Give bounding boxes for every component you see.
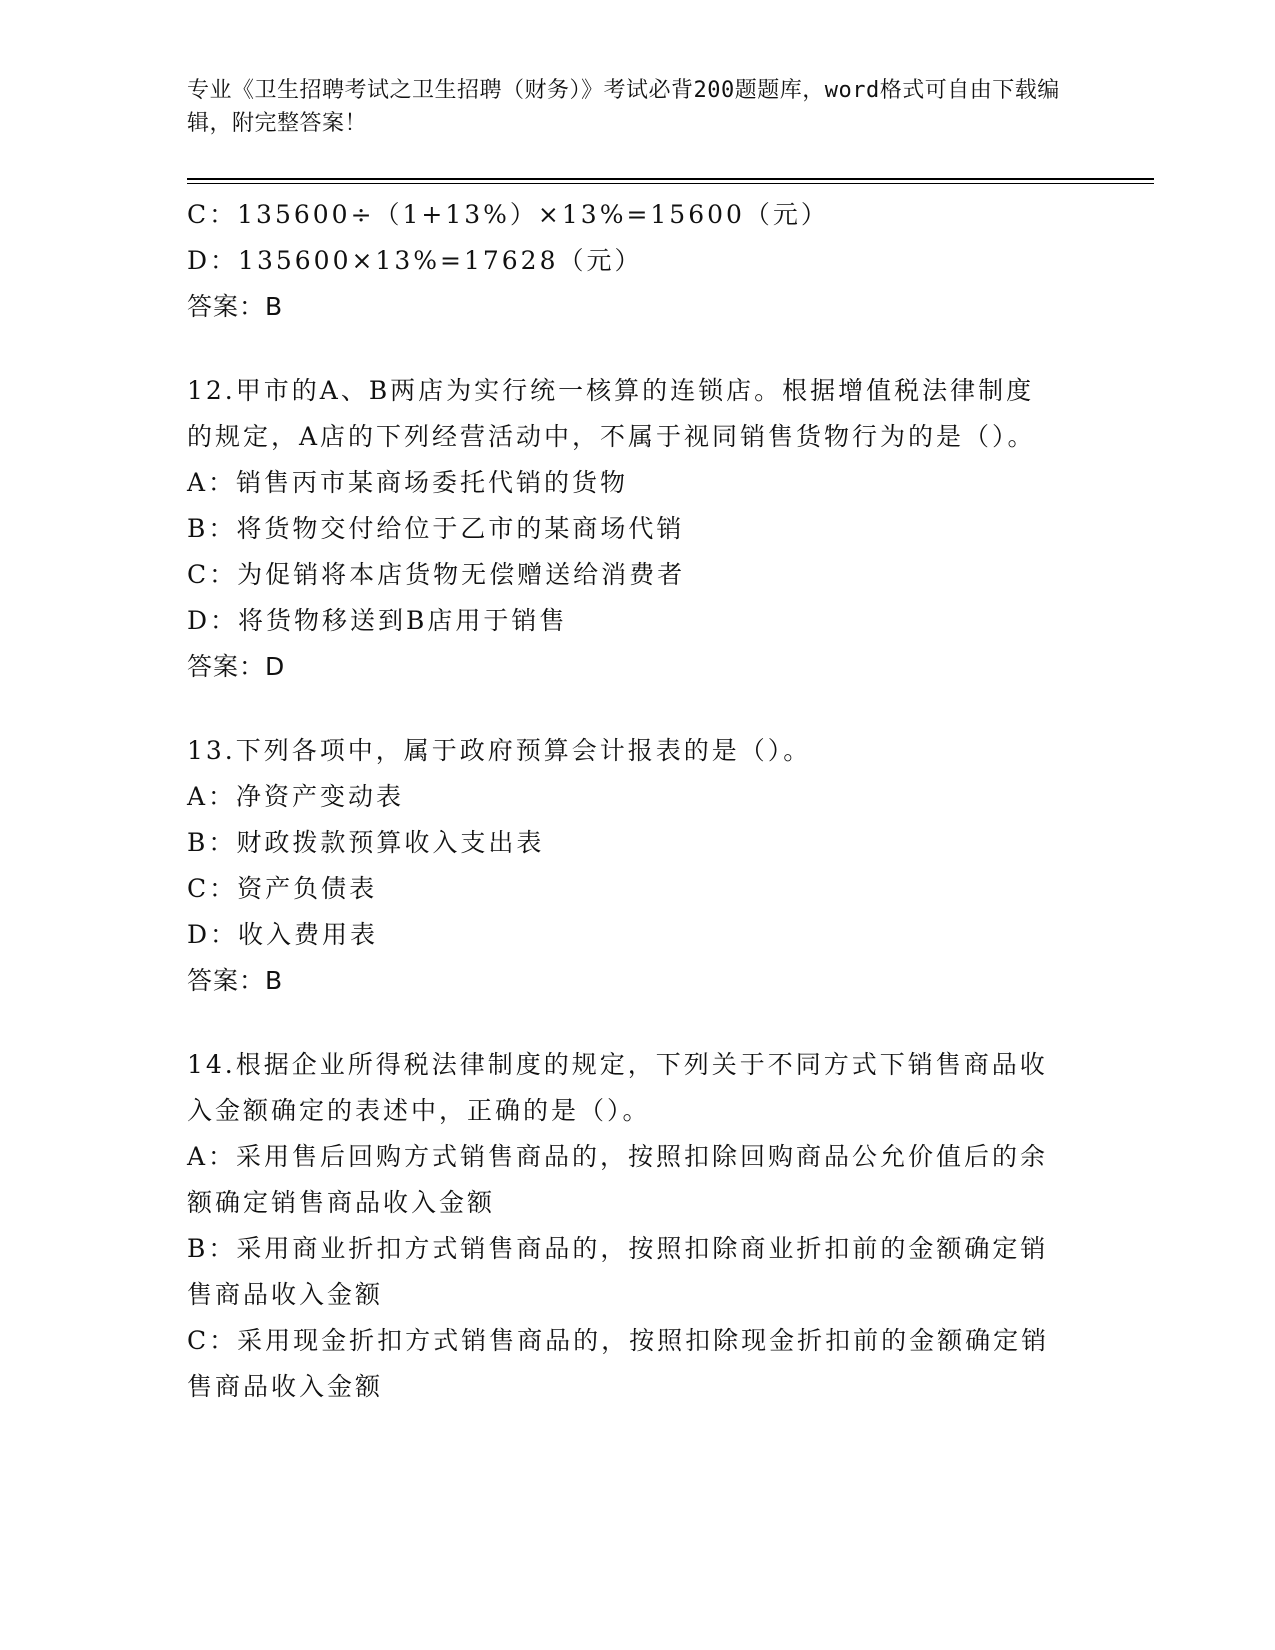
header-divider-thin bbox=[187, 183, 1154, 184]
option-line: A：净资产变动表 bbox=[187, 782, 405, 811]
question-stem: 入金额确定的表述中，正确的是（）。 bbox=[187, 1096, 651, 1125]
option-line: B：财政拨款预算收入支出表 bbox=[187, 828, 545, 857]
question-block-14 bbox=[187, 1042, 1087, 1410]
question-content bbox=[187, 192, 1087, 1410]
question-block-11-tail bbox=[187, 192, 1087, 330]
question-block-12 bbox=[187, 368, 1087, 690]
question-stem: 12.甲市的A、B两店为实行统一核算的连锁店。根据增值税法律制度 bbox=[187, 376, 1035, 405]
question-stem: 的规定，A店的下列经营活动中，不属于视同销售货物行为的是（）。 bbox=[187, 422, 1036, 451]
option-line: 售商品收入金额 bbox=[187, 1280, 384, 1309]
answer-line: 答案：D bbox=[187, 652, 286, 681]
header-divider-thick bbox=[187, 178, 1154, 180]
option-line: C：采用现金折扣方式销售商品的，按照扣除现金折扣前的金额确定销 bbox=[187, 1326, 1050, 1355]
option-line: D：收入费用表 bbox=[187, 920, 379, 949]
option-line: B：将货物交付给位于乙市的某商场代销 bbox=[187, 514, 685, 543]
option-line: C：为促销将本店货物无偿赠送给消费者 bbox=[187, 560, 686, 589]
option-line: A：销售丙市某商场委托代销的货物 bbox=[187, 468, 629, 497]
question-block-13 bbox=[187, 728, 1087, 1004]
option-line: D：135600×13%=17628（元） bbox=[187, 246, 643, 275]
question-stem: 14.根据企业所得税法律制度的规定，下列关于不同方式下销售商品收 bbox=[187, 1050, 1048, 1079]
answer-line: 答案：B bbox=[187, 292, 284, 321]
option-line: 售商品收入金额 bbox=[187, 1372, 384, 1401]
option-line: D：将货物移送到B店用于销售 bbox=[187, 606, 568, 635]
option-line: C：资产负债表 bbox=[187, 874, 378, 903]
option-line: 额确定销售商品收入金额 bbox=[187, 1188, 496, 1217]
option-line: B：采用商业折扣方式销售商品的，按照扣除商业折扣前的金额确定销 bbox=[187, 1234, 1049, 1263]
question-stem: 13.下列各项中，属于政府预算会计报表的是（）。 bbox=[187, 736, 812, 765]
option-line: C：135600÷（1+13%）×13%=15600（元） bbox=[187, 200, 829, 229]
answer-line: 答案：B bbox=[187, 966, 284, 995]
option-line: A：采用售后回购方式销售商品的，按照扣除回购商品公允价值后的余 bbox=[187, 1142, 1049, 1171]
page-header-title: 专业《卫生招聘考试之卫生招聘（财务）》考试必背200题题库，word格式可自由下载编辑，附完整答案！ bbox=[187, 78, 1060, 136]
